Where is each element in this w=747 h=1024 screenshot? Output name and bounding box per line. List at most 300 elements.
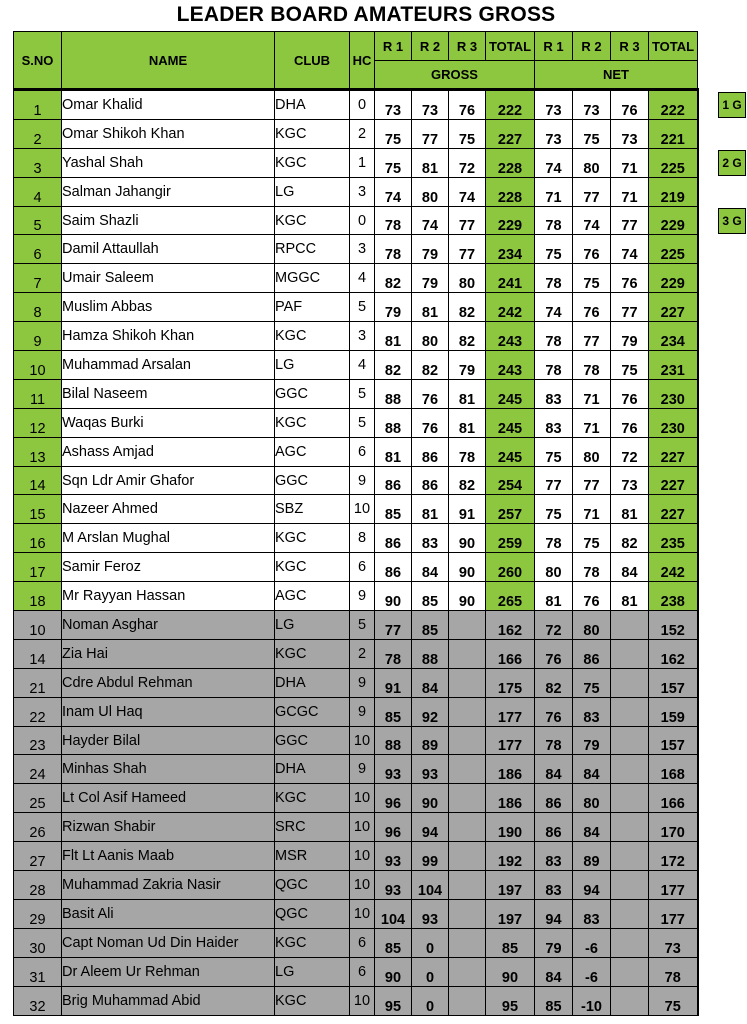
table-row bbox=[14, 264, 698, 293]
gross-total: 245 bbox=[486, 379, 535, 408]
player-name: Hayder Bilal bbox=[62, 726, 275, 755]
table-row bbox=[14, 726, 698, 755]
net-total: 227 bbox=[649, 437, 698, 466]
net-r3: 73 bbox=[611, 466, 649, 495]
net-r1: 83 bbox=[535, 379, 573, 408]
net-r1: 74 bbox=[535, 293, 573, 322]
club-code: PAF bbox=[275, 293, 350, 322]
gross-r1: 86 bbox=[375, 524, 412, 553]
net-r3: 76 bbox=[611, 408, 649, 437]
handicap: 6 bbox=[350, 928, 375, 957]
gross-r3 bbox=[449, 813, 486, 842]
club-code: GGC bbox=[275, 379, 350, 408]
handicap: 9 bbox=[350, 466, 375, 495]
gross-r2: 76 bbox=[412, 379, 449, 408]
handicap: 4 bbox=[350, 264, 375, 293]
net-total: 177 bbox=[649, 899, 698, 928]
gross-r1: 82 bbox=[375, 351, 412, 380]
row-sno: 22 bbox=[14, 697, 62, 726]
row-sno: 29 bbox=[14, 899, 62, 928]
header-gross-group: GROSS bbox=[375, 61, 535, 90]
gross-total: 242 bbox=[486, 293, 535, 322]
player-name: Salman Jahangir bbox=[62, 177, 275, 206]
table-row bbox=[14, 495, 698, 524]
player-name: Hamza Shikoh Khan bbox=[62, 322, 275, 351]
row-sno: 28 bbox=[14, 871, 62, 900]
handicap: 9 bbox=[350, 668, 375, 697]
player-name: Rizwan Shabir bbox=[62, 813, 275, 842]
header-club: CLUB bbox=[275, 32, 350, 90]
player-name: Muslim Abbas bbox=[62, 293, 275, 322]
table-row bbox=[14, 553, 698, 582]
handicap: 10 bbox=[350, 899, 375, 928]
row-sno: 9 bbox=[14, 322, 62, 351]
player-name: Flt Lt Aanis Maab bbox=[62, 842, 275, 871]
page-title: LEADER BOARD AMATEURS GROSS bbox=[176, 3, 556, 26]
net-r2: 86 bbox=[573, 639, 611, 668]
gross-r1: 78 bbox=[375, 639, 412, 668]
gross-r3: 77 bbox=[449, 235, 486, 264]
net-total: 166 bbox=[649, 784, 698, 813]
gross-r2: 0 bbox=[412, 928, 449, 957]
gross-r2: 80 bbox=[412, 177, 449, 206]
net-total: 159 bbox=[649, 697, 698, 726]
net-r2: 77 bbox=[573, 322, 611, 351]
gross-r3 bbox=[449, 611, 486, 640]
net-r3: 75 bbox=[611, 351, 649, 380]
net-total: 221 bbox=[649, 119, 698, 148]
table-row bbox=[14, 119, 698, 148]
club-code: KGC bbox=[275, 206, 350, 235]
club-code: LG bbox=[275, 177, 350, 206]
handicap: 10 bbox=[350, 813, 375, 842]
player-name: Inam Ul Haq bbox=[62, 697, 275, 726]
gross-r2: 86 bbox=[412, 466, 449, 495]
net-r2: 77 bbox=[573, 177, 611, 206]
net-r3: 76 bbox=[611, 379, 649, 408]
handicap: 9 bbox=[350, 582, 375, 611]
gross-r3 bbox=[449, 639, 486, 668]
row-sno: 12 bbox=[14, 408, 62, 437]
gross-r3: 82 bbox=[449, 322, 486, 351]
gross-r1: 93 bbox=[375, 871, 412, 900]
gross-r1: 91 bbox=[375, 668, 412, 697]
net-r3 bbox=[611, 755, 649, 784]
gross-r1: 73 bbox=[375, 90, 412, 120]
gross-r1: 81 bbox=[375, 437, 412, 466]
handicap: 10 bbox=[350, 495, 375, 524]
table-row bbox=[14, 351, 698, 380]
net-r2: 80 bbox=[573, 148, 611, 177]
row-sno: 10 bbox=[14, 351, 62, 380]
gross-total: 245 bbox=[486, 408, 535, 437]
club-code: SBZ bbox=[275, 495, 350, 524]
award-badge: 1 G bbox=[718, 92, 746, 119]
row-sno: 25 bbox=[14, 784, 62, 813]
net-r2: 84 bbox=[573, 755, 611, 784]
club-code: AGC bbox=[275, 582, 350, 611]
handicap: 6 bbox=[350, 437, 375, 466]
row-sno: 16 bbox=[14, 524, 62, 553]
gross-r3: 82 bbox=[449, 293, 486, 322]
club-code: QGC bbox=[275, 899, 350, 928]
handicap: 10 bbox=[350, 986, 375, 1015]
net-r2: 80 bbox=[573, 611, 611, 640]
gross-r1: 75 bbox=[375, 119, 412, 148]
net-r1: 73 bbox=[535, 90, 573, 120]
gross-total: 228 bbox=[486, 177, 535, 206]
club-code: KGC bbox=[275, 928, 350, 957]
table-row bbox=[14, 697, 698, 726]
player-name: Ashass Amjad bbox=[62, 437, 275, 466]
gross-r3: 90 bbox=[449, 524, 486, 553]
gross-total: 175 bbox=[486, 668, 535, 697]
gross-total: 265 bbox=[486, 582, 535, 611]
net-r2: 71 bbox=[573, 379, 611, 408]
gross-r2: 82 bbox=[412, 351, 449, 380]
net-r3: 77 bbox=[611, 206, 649, 235]
handicap: 3 bbox=[350, 177, 375, 206]
gross-r1: 104 bbox=[375, 899, 412, 928]
net-r3: 73 bbox=[611, 119, 649, 148]
row-sno: 17 bbox=[14, 553, 62, 582]
row-sno: 11 bbox=[14, 379, 62, 408]
club-code: QGC bbox=[275, 871, 350, 900]
club-code: KGC bbox=[275, 119, 350, 148]
gross-r3 bbox=[449, 726, 486, 755]
net-r2: 83 bbox=[573, 899, 611, 928]
net-r1: 78 bbox=[535, 524, 573, 553]
row-sno: 21 bbox=[14, 668, 62, 697]
gross-r1: 82 bbox=[375, 264, 412, 293]
gross-r2: 93 bbox=[412, 899, 449, 928]
table-row bbox=[14, 206, 698, 235]
table-row bbox=[14, 408, 698, 437]
gross-r2: 0 bbox=[412, 986, 449, 1015]
net-total: 229 bbox=[649, 264, 698, 293]
handicap: 3 bbox=[350, 235, 375, 264]
gross-r3 bbox=[449, 784, 486, 813]
table-row bbox=[14, 813, 698, 842]
player-name: M Arslan Mughal bbox=[62, 524, 275, 553]
net-r2: 89 bbox=[573, 842, 611, 871]
net-r3: 74 bbox=[611, 235, 649, 264]
handicap: 5 bbox=[350, 611, 375, 640]
player-name: Omar Shikoh Khan bbox=[62, 119, 275, 148]
net-r1: 80 bbox=[535, 553, 573, 582]
gross-r3: 79 bbox=[449, 351, 486, 380]
net-total: 152 bbox=[649, 611, 698, 640]
gross-total: 186 bbox=[486, 755, 535, 784]
row-sno: 27 bbox=[14, 842, 62, 871]
gross-total: 85 bbox=[486, 928, 535, 957]
gross-total: 254 bbox=[486, 466, 535, 495]
gross-r2: 76 bbox=[412, 408, 449, 437]
club-code: GGC bbox=[275, 726, 350, 755]
header-net-total: TOTAL bbox=[649, 32, 698, 61]
table-row bbox=[14, 293, 698, 322]
handicap: 4 bbox=[350, 351, 375, 380]
gross-r3: 80 bbox=[449, 264, 486, 293]
handicap: 6 bbox=[350, 553, 375, 582]
gross-r3: 82 bbox=[449, 466, 486, 495]
net-r2: 76 bbox=[573, 582, 611, 611]
gross-r3: 75 bbox=[449, 119, 486, 148]
handicap: 9 bbox=[350, 755, 375, 784]
net-r3 bbox=[611, 697, 649, 726]
gross-r1: 74 bbox=[375, 177, 412, 206]
handicap: 6 bbox=[350, 957, 375, 986]
gross-r1: 95 bbox=[375, 986, 412, 1015]
header-net-r1: R 1 bbox=[535, 32, 573, 61]
gross-total: 234 bbox=[486, 235, 535, 264]
table-row bbox=[14, 986, 698, 1015]
gross-r3: 91 bbox=[449, 495, 486, 524]
player-name: Cdre Abdul Rehman bbox=[62, 668, 275, 697]
gross-r3: 81 bbox=[449, 408, 486, 437]
net-r3: 76 bbox=[611, 264, 649, 293]
net-r2: 84 bbox=[573, 813, 611, 842]
gross-r2: 79 bbox=[412, 264, 449, 293]
header-gross-total: TOTAL bbox=[486, 32, 535, 61]
gross-total: 197 bbox=[486, 899, 535, 928]
gross-r1: 90 bbox=[375, 957, 412, 986]
gross-r2: 85 bbox=[412, 611, 449, 640]
net-r2: 80 bbox=[573, 437, 611, 466]
gross-total: 190 bbox=[486, 813, 535, 842]
handicap: 10 bbox=[350, 842, 375, 871]
net-total: 222 bbox=[649, 90, 698, 120]
net-total: 235 bbox=[649, 524, 698, 553]
net-r2: 74 bbox=[573, 206, 611, 235]
gross-r3: 72 bbox=[449, 148, 486, 177]
row-sno: 31 bbox=[14, 957, 62, 986]
gross-r3: 90 bbox=[449, 553, 486, 582]
net-total: 172 bbox=[649, 842, 698, 871]
net-r2: 75 bbox=[573, 119, 611, 148]
net-total: 73 bbox=[649, 928, 698, 957]
gross-r2: 84 bbox=[412, 668, 449, 697]
table-row bbox=[14, 322, 698, 351]
net-r1: 83 bbox=[535, 842, 573, 871]
row-sno: 18 bbox=[14, 582, 62, 611]
net-r1: 76 bbox=[535, 639, 573, 668]
row-sno: 24 bbox=[14, 755, 62, 784]
handicap: 5 bbox=[350, 379, 375, 408]
gross-total: 177 bbox=[486, 726, 535, 755]
net-r3 bbox=[611, 784, 649, 813]
net-r3: 71 bbox=[611, 177, 649, 206]
net-r3: 76 bbox=[611, 90, 649, 120]
gross-total: 95 bbox=[486, 986, 535, 1015]
net-r2: 79 bbox=[573, 726, 611, 755]
table-row bbox=[14, 871, 698, 900]
net-total: 225 bbox=[649, 148, 698, 177]
net-total: 229 bbox=[649, 206, 698, 235]
net-r1: 75 bbox=[535, 437, 573, 466]
net-r3 bbox=[611, 611, 649, 640]
net-r2: 75 bbox=[573, 264, 611, 293]
net-r3 bbox=[611, 899, 649, 928]
net-r3: 81 bbox=[611, 495, 649, 524]
player-name: Waqas Burki bbox=[62, 408, 275, 437]
gross-r2: 88 bbox=[412, 639, 449, 668]
net-r1: 74 bbox=[535, 148, 573, 177]
gross-r1: 93 bbox=[375, 755, 412, 784]
gross-total: 241 bbox=[486, 264, 535, 293]
handicap: 9 bbox=[350, 697, 375, 726]
club-code: KGC bbox=[275, 986, 350, 1015]
net-r1: 78 bbox=[535, 206, 573, 235]
net-r2: 77 bbox=[573, 466, 611, 495]
gross-r1: 79 bbox=[375, 293, 412, 322]
gross-r3: 90 bbox=[449, 582, 486, 611]
gross-total: 243 bbox=[486, 322, 535, 351]
handicap: 5 bbox=[350, 293, 375, 322]
net-r3 bbox=[611, 957, 649, 986]
gross-total: 229 bbox=[486, 206, 535, 235]
gross-r3: 76 bbox=[449, 90, 486, 120]
net-r3: 79 bbox=[611, 322, 649, 351]
handicap: 3 bbox=[350, 322, 375, 351]
net-r1: 84 bbox=[535, 957, 573, 986]
gross-r2: 79 bbox=[412, 235, 449, 264]
gross-r3 bbox=[449, 871, 486, 900]
net-r1: 85 bbox=[535, 986, 573, 1015]
player-name: Brig Muhammad Abid bbox=[62, 986, 275, 1015]
player-name: Omar Khalid bbox=[62, 90, 275, 120]
gross-r1: 93 bbox=[375, 842, 412, 871]
net-total: 162 bbox=[649, 639, 698, 668]
club-code: LG bbox=[275, 957, 350, 986]
gross-total: 227 bbox=[486, 119, 535, 148]
gross-r1: 78 bbox=[375, 235, 412, 264]
handicap: 5 bbox=[350, 408, 375, 437]
player-name: Zia Hai bbox=[62, 639, 275, 668]
gross-r1: 85 bbox=[375, 495, 412, 524]
net-r1: 94 bbox=[535, 899, 573, 928]
award-badge: 2 G bbox=[718, 150, 746, 176]
table-row bbox=[14, 524, 698, 553]
club-code: RPCC bbox=[275, 235, 350, 264]
net-r2: 78 bbox=[573, 351, 611, 380]
net-total: 225 bbox=[649, 235, 698, 264]
gross-r1: 81 bbox=[375, 322, 412, 351]
club-code: GGC bbox=[275, 466, 350, 495]
handicap: 10 bbox=[350, 871, 375, 900]
net-total: 177 bbox=[649, 871, 698, 900]
header-name: NAME bbox=[62, 32, 275, 90]
gross-total: 162 bbox=[486, 611, 535, 640]
club-code: LG bbox=[275, 351, 350, 380]
net-r3: 77 bbox=[611, 293, 649, 322]
net-r1: 73 bbox=[535, 119, 573, 148]
row-sno: 15 bbox=[14, 495, 62, 524]
gross-r2: 74 bbox=[412, 206, 449, 235]
gross-r2: 73 bbox=[412, 90, 449, 120]
gross-r3: 78 bbox=[449, 437, 486, 466]
gross-r2: 94 bbox=[412, 813, 449, 842]
net-r1: 78 bbox=[535, 351, 573, 380]
gross-r2: 89 bbox=[412, 726, 449, 755]
net-r3 bbox=[611, 986, 649, 1015]
header-net-group: NET bbox=[535, 61, 698, 90]
player-name: Umair Saleem bbox=[62, 264, 275, 293]
row-sno: 6 bbox=[14, 235, 62, 264]
gross-r3 bbox=[449, 899, 486, 928]
gross-total: 245 bbox=[486, 437, 535, 466]
table-row bbox=[14, 899, 698, 928]
net-r1: 81 bbox=[535, 582, 573, 611]
net-r1: 78 bbox=[535, 264, 573, 293]
net-r3: 84 bbox=[611, 553, 649, 582]
club-code: KGC bbox=[275, 553, 350, 582]
net-r3 bbox=[611, 813, 649, 842]
table-row bbox=[14, 437, 698, 466]
net-r1: 79 bbox=[535, 928, 573, 957]
row-sno: 14 bbox=[14, 639, 62, 668]
gross-r2: 90 bbox=[412, 784, 449, 813]
gross-r2: 86 bbox=[412, 437, 449, 466]
leaderboard-table bbox=[13, 31, 699, 1016]
table-row bbox=[14, 379, 698, 408]
gross-r1: 86 bbox=[375, 466, 412, 495]
gross-r2: 92 bbox=[412, 697, 449, 726]
net-r2: -6 bbox=[573, 957, 611, 986]
table-row bbox=[14, 148, 698, 177]
gross-r2: 77 bbox=[412, 119, 449, 148]
gross-r3 bbox=[449, 697, 486, 726]
net-r1: 72 bbox=[535, 611, 573, 640]
row-sno: 1 bbox=[14, 90, 62, 120]
table-row bbox=[14, 639, 698, 668]
net-r1: 77 bbox=[535, 466, 573, 495]
gross-r2: 80 bbox=[412, 322, 449, 351]
gross-total: 222 bbox=[486, 90, 535, 120]
club-code: KGC bbox=[275, 639, 350, 668]
net-r1: 84 bbox=[535, 755, 573, 784]
gross-r2: 81 bbox=[412, 495, 449, 524]
row-sno: 30 bbox=[14, 928, 62, 957]
header-gross-r3: R 3 bbox=[449, 32, 486, 61]
gross-r3 bbox=[449, 928, 486, 957]
net-r1: 86 bbox=[535, 784, 573, 813]
gross-r2: 81 bbox=[412, 148, 449, 177]
net-total: 231 bbox=[649, 351, 698, 380]
net-r1: 75 bbox=[535, 235, 573, 264]
table-row bbox=[14, 90, 698, 120]
gross-r3: 77 bbox=[449, 206, 486, 235]
gross-r2: 83 bbox=[412, 524, 449, 553]
net-r1: 82 bbox=[535, 668, 573, 697]
gross-total: 192 bbox=[486, 842, 535, 871]
leaderboard-body bbox=[14, 90, 698, 1016]
net-r2: 78 bbox=[573, 553, 611, 582]
row-sno: 32 bbox=[14, 986, 62, 1015]
net-r3 bbox=[611, 726, 649, 755]
gross-total: 197 bbox=[486, 871, 535, 900]
net-r1: 71 bbox=[535, 177, 573, 206]
handicap: 0 bbox=[350, 90, 375, 120]
table-row bbox=[14, 582, 698, 611]
gross-total: 257 bbox=[486, 495, 535, 524]
player-name: Noman Asghar bbox=[62, 611, 275, 640]
gross-r1: 85 bbox=[375, 928, 412, 957]
net-total: 78 bbox=[649, 957, 698, 986]
net-r1: 78 bbox=[535, 322, 573, 351]
row-sno: 4 bbox=[14, 177, 62, 206]
player-name: Muhammad Zakria Nasir bbox=[62, 871, 275, 900]
